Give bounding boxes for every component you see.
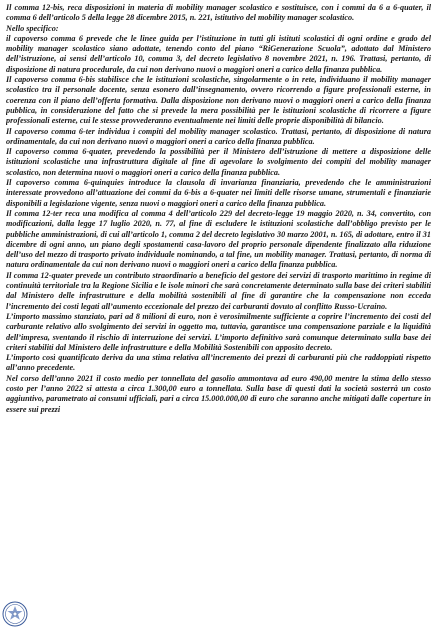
paragraph-importo-quantificato: L’importo così quantificato deriva da una stima relativa all’incremento dei prezzi di carburanti più che raddoppiati rispetto all’anno precedente. — [6, 353, 431, 373]
paragraph-comma-12-bis: Il comma 12-bis, reca disposizioni in materia di mobility manager scolastico e sostituisce, con i commi da 6 a 6-quater, il comma 6 dell’articolo 5 della legge 28 dicembre 2015, n. 221, istitutivo del mobility manager scolastico. — [6, 3, 431, 23]
paragraph-nello-specifico: Nello specifico: — [6, 23, 59, 33]
paragraph-importo-massimo: L’importo massimo stanziato, pari ad 8 milioni di euro, non è verosimilmente sufficiente a coprire l’incremento dei costi del carburante relativo allo svolgimento dei servizi in oggetto ma, tuttavia, garantisce una compensazione parziale e la liquidità dell’impresa, sventando il rischio di interruzione dei servizi. L’importo definitivo sarà comunque determinato sulla base dei criteri stabiliti dal Ministero delle infrastrutture e della Mobilità Sostenibili con apposito decreto. — [6, 311, 431, 352]
paragraph-comma-12-quater: Il comma 12-quater prevede un contributo straordinario a beneficio del gestore dei servizi di trasporto marittimo in regime di continuità territoriale tra la Regione Sicilia e le isole minori che sarà concretamente determinato sulla base dei criteri stabiliti dal Ministero delle infrastrutture e della mobilità sostenibili al fine di garantire che la compensazione non ecceda l’incremento dei costi legati all’aumento eccezionale del prezzo dei carburanti dovuto al conflitto Russo-Ucraino. — [6, 270, 431, 311]
paragraph-capoverso-comma-6-ter: Il capoverso comma 6-ter individua i compiti del mobility manager scolastico. Trattasi, pertanto, di disposizione di natura ordinamentale, da cui non derivano nuovi o maggiori oneri a carico della finanza pubblica. — [6, 126, 431, 146]
document-page — [6, 3, 431, 628]
paragraph-capoverso-comma-6: il capoverso comma 6 prevede che le linee guida per l’istituzione in tutti gli istituti scolastici di ogni ordine e grado del mobility manager scolastico siano adottate, tenendo conto del piano “RiGenerazione Scuola”, adottato dal Ministero dell’istruzione, ai sensi dell’articolo 10, comma 3, del decreto legislativo 8 novembre 2021, n. 196. Trattasi, pertanto, di disposizione di natura procedurale, da cui non derivano nuovi o maggiori oneri a carico della finanza pubblica. — [6, 33, 431, 74]
paragraph-comma-12-ter: Il comma 12-ter reca una modifica al comma 4 dell’articolo 229 del decreto-legge 19 maggio 2020, n. 34, convertito, con modificazioni, dalla legge 17 luglio 2020, n. 77, al fine di escludere le istituzioni scolastiche dall’obbligo previsto per le pubbliche amministrazioni, di cui all’articolo 1, comma 2 del decreto legislativo 30 marzo 2001, n. 165, di adottare, entro il 31 dicembre di ogni anno, un piano degli spostamenti casa-lavoro del proprio personale dipendente finalizzato alla riduzione dell’uso del mezzo di trasporto privato individuale nominando, a tal fine, un mobility manager. Trattasi, pertanto, di norma di natura ordinamentale da cui non derivano nuovi o maggiori oneri a carico della finanza pubblica. — [6, 208, 431, 270]
ministry-seal-icon — [2, 601, 28, 627]
paragraph-capoverso-comma-6-quinquies: Il capoverso comma 6-quinquies introduce la clausola di invarianza finanziaria, prevedendo che le amministrazioni interessate provvedono all’attuazione dei commi da 6-bis a 6-quater nei limiti delle risorse umane, strumentali e finanziarie disponibili a legislazione vigente, senza nuovi o maggiori oneri a carico della finanza pubblica. — [6, 178, 431, 208]
paragraph-capoverso-comma-6-bis: Il capoverso comma 6-bis stabilisce che le istituzioni scolastiche, singolarmente o in rete, individuano il mobility manager scolastico tra il personale docente, senza esonero dall’insegnamento, ovvero ricorrendo a figure professionali esterne, in coerenza con il piano dell’offerta formativa. Dalla disposizione non derivano nuovi o maggiori oneri a carico della finanza pubblica, in considerazione del fatto che si prevede la mera possibilità per le istituzioni scolastiche di ricorrere a figure professionali esterne, cui le stesse provvederanno eventualmente nei limiti delle proprie disponibilità di bilancio. — [6, 75, 431, 126]
paragraph-costo-medio-gasolio: Nel corso dell’anno 2021 il costo medio per tonnellata del gasolio ammontava ad euro 490,00 mentre la stima dello stesso costo per l’anno 2022 si attesta a circa 1.300,00 euro a tonnellata. Sulla base di questi dati la società sosterrà un costo aggiuntivo, parametrato ai consumi ufficiali, pari a circa 15.000.000,00 di euro che saranno anche mitigati dalle coperture in essere sui prezzi — [6, 373, 431, 414]
paragraph-capoverso-comma-6-quater: Il capoverso comma 6-quater, prevedendo la possibilità per il Ministero dell’istruzione di mettere a disposizione delle istituzioni scolastiche una infrastruttura digitale al fine di agevolare lo svolgimento dei compiti del mobility manager scolastico, non determina nuovi o maggiori oneri a carico della finanza pubblica. — [6, 147, 431, 177]
